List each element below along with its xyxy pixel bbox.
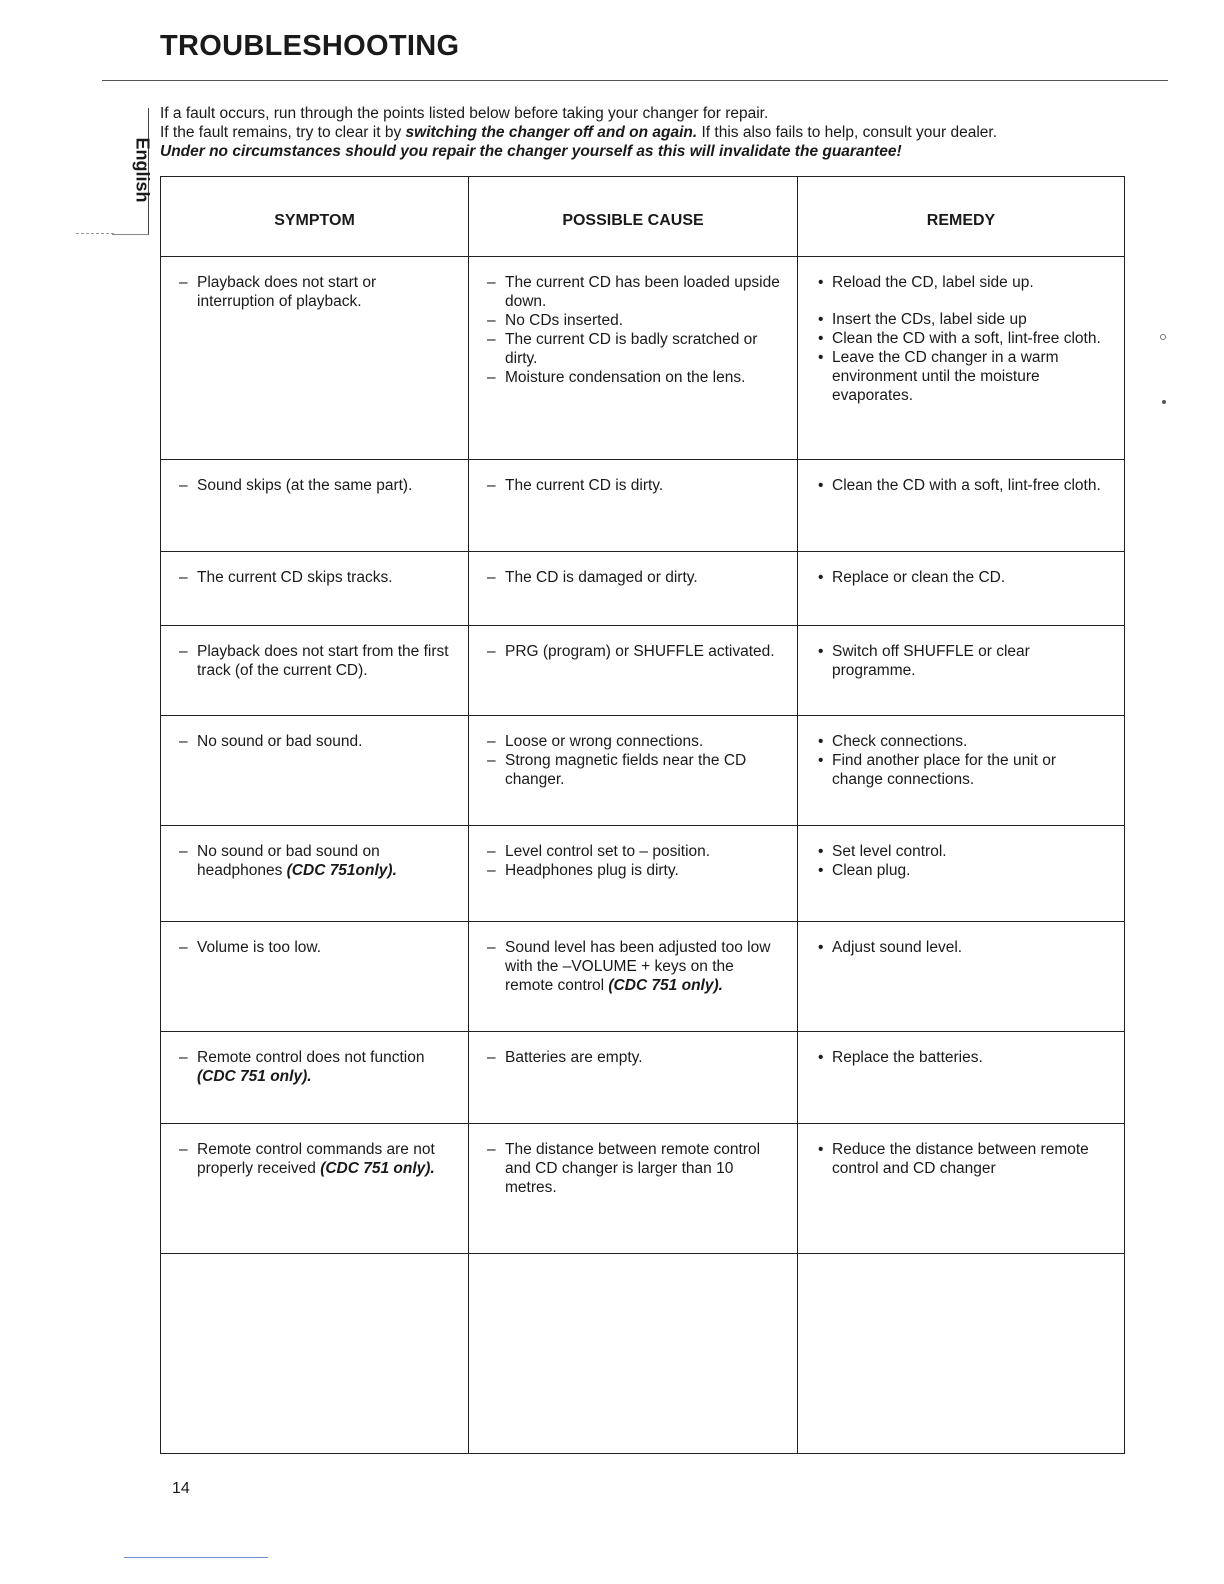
symptom-item: – Playback does not start or interruption of playback.	[179, 273, 454, 311]
table-header-row	[161, 177, 1125, 257]
cause-item: – The current CD is badly scratched or dirty.	[487, 330, 783, 368]
intro-line-1: If a fault occurs, run through the points listed below before taking your changer for repair.	[160, 105, 769, 122]
symptom-text: No sound or bad sound on headphones	[197, 843, 380, 879]
cause-item: – The distance between remote control and CD changer is larger than 10 metres.	[487, 1140, 783, 1197]
tab-divider	[76, 233, 114, 234]
symptom-item	[179, 842, 454, 880]
remedy-item: • Switch off SHUFFLE or clear programme.	[816, 642, 1110, 680]
model-note: (CDC 751 only).	[197, 1068, 312, 1085]
table-row	[161, 826, 1125, 922]
symptom-item: – No sound or bad sound.	[179, 732, 454, 751]
intro-line-2-emphasis: switching the changer off and on again.	[405, 124, 698, 141]
cause-item: – The current CD has been loaded upside down.	[487, 273, 783, 311]
model-note: (CDC 751only).	[286, 862, 397, 879]
cause-cell	[469, 257, 798, 460]
symptom-item: – Sound skips (at the same part).	[179, 476, 454, 495]
symptom-cell	[161, 1124, 469, 1254]
symptom-cell	[161, 826, 469, 922]
cause-item: – Headphones plug is dirty.	[487, 861, 783, 880]
cause-cell	[469, 922, 798, 1032]
table-row	[161, 716, 1125, 826]
symptom-item: – The current CD skips tracks.	[179, 568, 454, 587]
remedy-item: • Check connections.	[816, 732, 1110, 751]
symptom-cell	[161, 1032, 469, 1124]
table-row	[161, 257, 1125, 460]
table-row	[161, 460, 1125, 552]
remedy-item: • Insert the CDs, label side up	[816, 310, 1110, 329]
cause-text: Sound level has been adjusted too low with the –VOLUME + keys on the remote control	[505, 939, 771, 994]
remedy-item: • Leave the CD changer in a warm environment until the moisture evaporates.	[816, 348, 1110, 405]
cause-item: – Strong magnetic fields near the CD changer.	[487, 751, 783, 789]
intro-line-2	[160, 123, 997, 142]
symptom-cell	[161, 257, 469, 460]
table-row	[161, 552, 1125, 626]
header-symptom: SYMPTOM	[161, 177, 469, 257]
header-cause: POSSIBLE CAUSE	[469, 177, 798, 257]
cause-cell	[469, 552, 798, 626]
cause-cell	[469, 716, 798, 826]
empty-cell	[798, 1254, 1125, 1454]
remedy-item: • Set level control.	[816, 842, 1110, 861]
scan-speck	[1162, 400, 1166, 404]
cause-item: – The CD is damaged or dirty.	[487, 568, 783, 587]
empty-cell	[469, 1254, 798, 1454]
symptom-item: – Playback does not start from the first track (of the current CD).	[179, 642, 454, 680]
table-row-empty	[161, 1254, 1125, 1454]
page-title: TROUBLESHOOTING	[160, 30, 460, 62]
troubleshooting-table	[160, 176, 1125, 1454]
remedy-cell	[798, 922, 1125, 1032]
remedy-item: • Reload the CD, label side up.	[816, 273, 1110, 292]
symptom-cell	[161, 460, 469, 552]
empty-cell	[161, 1254, 469, 1454]
symptom-cell	[161, 626, 469, 716]
cause-cell	[469, 826, 798, 922]
remedy-item: • Clean the CD with a soft, lint-free cloth.	[816, 329, 1110, 348]
cause-item: – Batteries are empty.	[487, 1048, 783, 1067]
symptom-cell	[161, 716, 469, 826]
remedy-cell	[798, 1032, 1125, 1124]
title-rule	[102, 80, 1168, 81]
table-row	[161, 1124, 1125, 1254]
remedy-item: • Replace or clean the CD.	[816, 568, 1110, 587]
intro-line-2-start: If the fault remains, try to clear it by	[160, 124, 406, 141]
remedy-item: • Adjust sound level.	[816, 938, 1110, 957]
remedy-cell	[798, 626, 1125, 716]
cause-item: – Loose or wrong connections.	[487, 732, 783, 751]
symptom-item	[179, 1048, 454, 1086]
cause-item: – The current CD is dirty.	[487, 476, 783, 495]
remedy-item: • Clean plug.	[816, 861, 1110, 880]
remedy-cell	[798, 716, 1125, 826]
symptom-item: – Volume is too low.	[179, 938, 454, 957]
cause-item: – Level control set to – position.	[487, 842, 783, 861]
symptom-cell	[161, 922, 469, 1032]
remedy-item: • Find another place for the unit or change connections.	[816, 751, 1110, 789]
intro-warning: Under no circumstances should you repair the changer yourself as this will invalidate the guarantee!	[160, 143, 902, 160]
cause-item	[487, 938, 783, 995]
intro-line-2-end: If this also fails to help, consult your dealer.	[697, 124, 997, 141]
cause-item: – Moisture condensation on the lens.	[487, 368, 783, 387]
model-note: (CDC 751 only).	[320, 1160, 435, 1177]
remedy-cell	[798, 257, 1125, 460]
model-note: (CDC 751 only).	[608, 977, 723, 994]
remedy-cell	[798, 460, 1125, 552]
header-remedy: REMEDY	[798, 177, 1125, 257]
cause-item: – No CDs inserted.	[487, 311, 783, 330]
page-number: 14	[172, 1480, 190, 1497]
scan-speck	[1160, 334, 1166, 340]
table-row	[161, 1032, 1125, 1124]
symptom-item	[179, 1140, 454, 1178]
table-row	[161, 922, 1125, 1032]
cause-cell	[469, 626, 798, 716]
remedy-item: • Clean the CD with a soft, lint-free cloth.	[816, 476, 1110, 495]
cause-cell	[469, 460, 798, 552]
cause-item: – PRG (program) or SHUFFLE activated.	[487, 642, 783, 661]
cause-cell	[469, 1124, 798, 1254]
remedy-cell	[798, 552, 1125, 626]
cause-cell	[469, 1032, 798, 1124]
symptom-cell	[161, 552, 469, 626]
remedy-cell	[798, 826, 1125, 922]
footer-line	[124, 1557, 268, 1558]
symptom-text: Remote control does not function	[197, 1049, 425, 1066]
intro-text	[160, 104, 997, 161]
remedy-cell	[798, 1124, 1125, 1254]
table-row	[161, 626, 1125, 716]
remedy-item: • Replace the batteries.	[816, 1048, 1110, 1067]
language-tab-label: English	[132, 137, 153, 203]
remedy-item: • Reduce the distance between remote control and CD changer	[816, 1140, 1110, 1178]
symptom-text: Remote control commands are not properly received	[197, 1141, 435, 1177]
